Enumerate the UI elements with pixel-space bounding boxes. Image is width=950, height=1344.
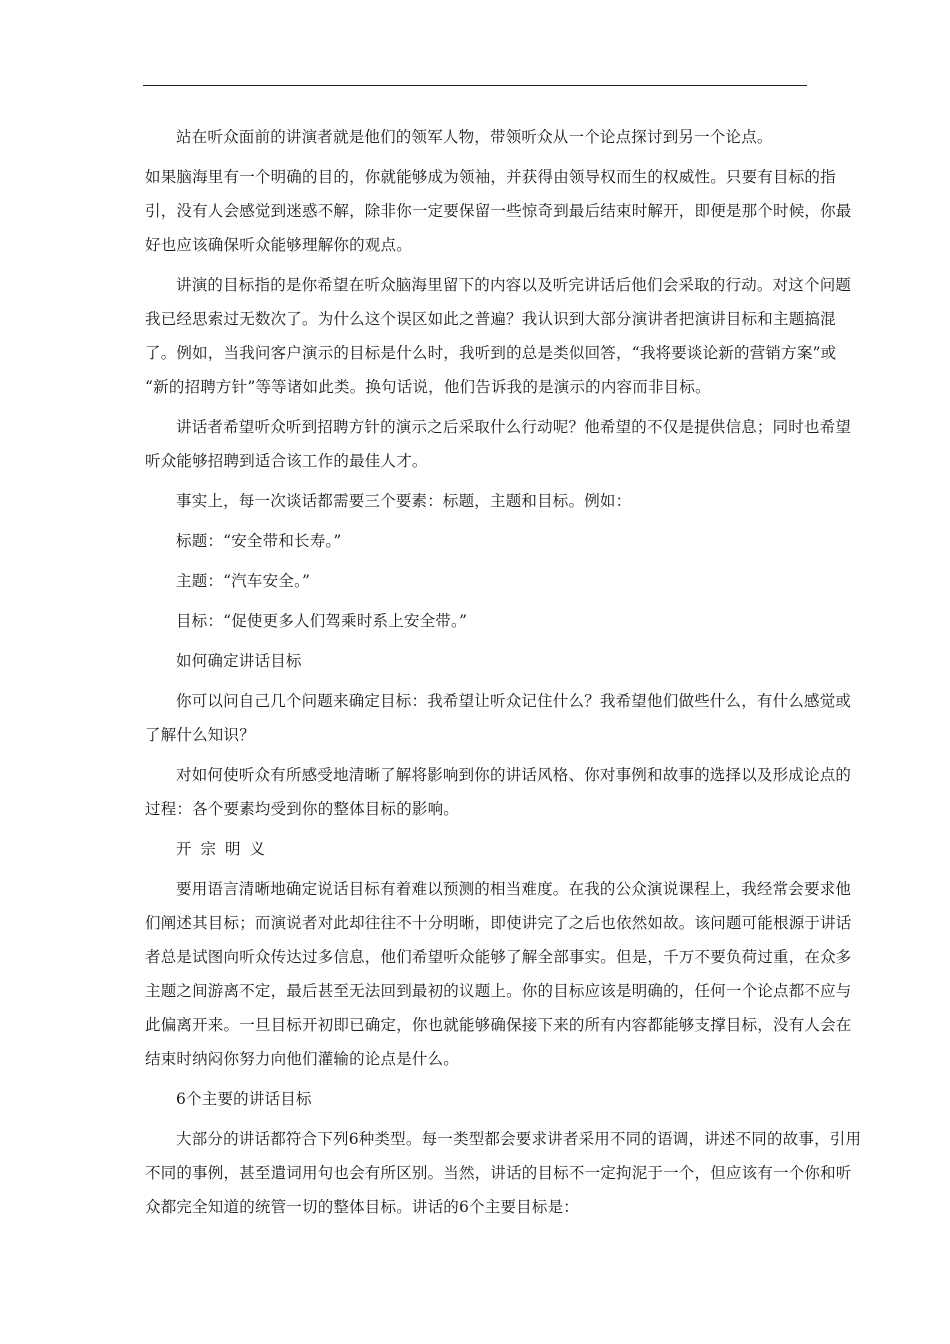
paragraph-leader: 站在听众面前的讲演者就是他们的领军人物，带领听众从一个论点探讨到另一个论点。 xyxy=(176,128,773,146)
paragraph-difficulty-line4: 主题之间游离不定，最后甚至无法回到最初的议题上。你的目标应该是明确的，任何一个论点都不应与 xyxy=(145,982,852,1000)
header-rule xyxy=(143,85,807,86)
example-title: 标题：“安全带和长寿。” xyxy=(176,532,342,550)
paragraph-speaker-hope-line1: 讲话者希望听众听到招聘方针的演示之后采取什么行动呢？他希望的不仅是提供信息；同时也希望 xyxy=(176,418,852,436)
paragraph-style-influence-line1: 对如何使听众有所感受地清晰了解将影响到你的讲话风格、你对事例和故事的选择以及形成论点的 xyxy=(176,766,852,784)
example-topic: 主题：“汽车安全。” xyxy=(176,572,311,590)
paragraph-difficulty-line5: 此偏离开来。一旦目标开初即已确定，你也就能够确保接下来的所有内容都能够支撑目标，没有人会在 xyxy=(145,1016,852,1034)
paragraph-goal-definition-line1: 讲演的目标指的是你希望在听众脑海里留下的内容以及听完讲话后他们会采取的行动。对这个问题 xyxy=(176,276,852,294)
paragraph-six-types-line2: 不同的事例，甚至遣词用句也会有所区别。当然，讲话的目标不一定拘泥于一个，但应该有一个你和听 xyxy=(145,1164,852,1182)
paragraph-difficulty-line2: 们阐述其目标；而演说者对此却往往不十分明晰，即使讲完了之后也依然如故。该问题可能根源于讲话 xyxy=(145,914,852,932)
paragraph-clear-goal-line1: 如果脑海里有一个明确的目的，你就能够成为领袖，并获得由领导权而生的权威性。只要有目标的指 xyxy=(145,168,836,186)
heading-six-goals: 6个主要的讲话目标 xyxy=(176,1090,312,1108)
example-goal: 目标：“促使更多人们驾乘时系上安全带。” xyxy=(176,612,468,630)
document-body xyxy=(145,120,915,1224)
paragraph-difficulty-line1: 要用语言清晰地确定说话目标有着难以预测的相当难度。在我的公众演说课程上，我经常会要求他 xyxy=(176,880,852,898)
paragraph-goal-definition-line2: 我已经思索过无数次了。为什么这个误区如此之普遍？我认识到大部分演讲者把演讲目标和主题搞混 xyxy=(145,310,836,328)
paragraph-six-types-line3: 众都完全知道的统管一切的整体目标。讲话的6个主要目标是： xyxy=(145,1198,579,1216)
paragraph-difficulty-line6: 结束时纳闷你努力向他们灌输的论点是什么。 xyxy=(145,1050,460,1068)
paragraph-clear-goal-line2: 引，没有人会感觉到迷惑不解，除非你一定要保留一些惊奇到最后结束时解开，即便是那个时候，你最 xyxy=(145,202,852,220)
paragraph-speaker-hope-line2: 听众能够招聘到适合该工作的最佳人才。 xyxy=(145,452,428,470)
paragraph-goal-definition-line3: 了。例如，当我问客户演示的目标是什么时，我听到的总是类似回答，“我将要谈论新的营销方案”或 xyxy=(145,344,837,362)
paragraph-ask-questions-line1: 你可以问自己几个问题来确定目标：我希望让听众记住什么？我希望他们做些什么，有什么感觉或 xyxy=(176,692,852,710)
paragraph-style-influence-line2: 过程：各个要素均受到你的整体目标的影响。 xyxy=(145,800,460,818)
paragraph-clear-goal-line3: 好也应该确保听众能够理解你的观点。 xyxy=(145,236,412,254)
paragraph-ask-questions-line2: 了解什么知识？ xyxy=(145,726,255,744)
paragraph-difficulty-line3: 者总是试图向听众传达过多信息，他们希望听众能够了解全部事实。但是，千万不要负荷过重，在众多 xyxy=(145,948,852,966)
paragraph-three-elements: 事实上，每一次谈话都需要三个要素：标题，主题和目标。例如： xyxy=(176,492,632,510)
heading-how-to-determine-goal: 如何确定讲话目标 xyxy=(176,652,302,670)
heading-get-to-the-point: 开宗明义 xyxy=(176,840,275,858)
paragraph-six-types-line1: 大部分的讲话都符合下列6种类型。每一类型都会要求讲者采用不同的语调，讲述不同的故事，引用 xyxy=(176,1130,862,1148)
paragraph-goal-definition-line4: “新的招聘方针”等等诸如此类。换句话说，他们告诉我的是演示的内容而非目标。 xyxy=(145,378,711,396)
